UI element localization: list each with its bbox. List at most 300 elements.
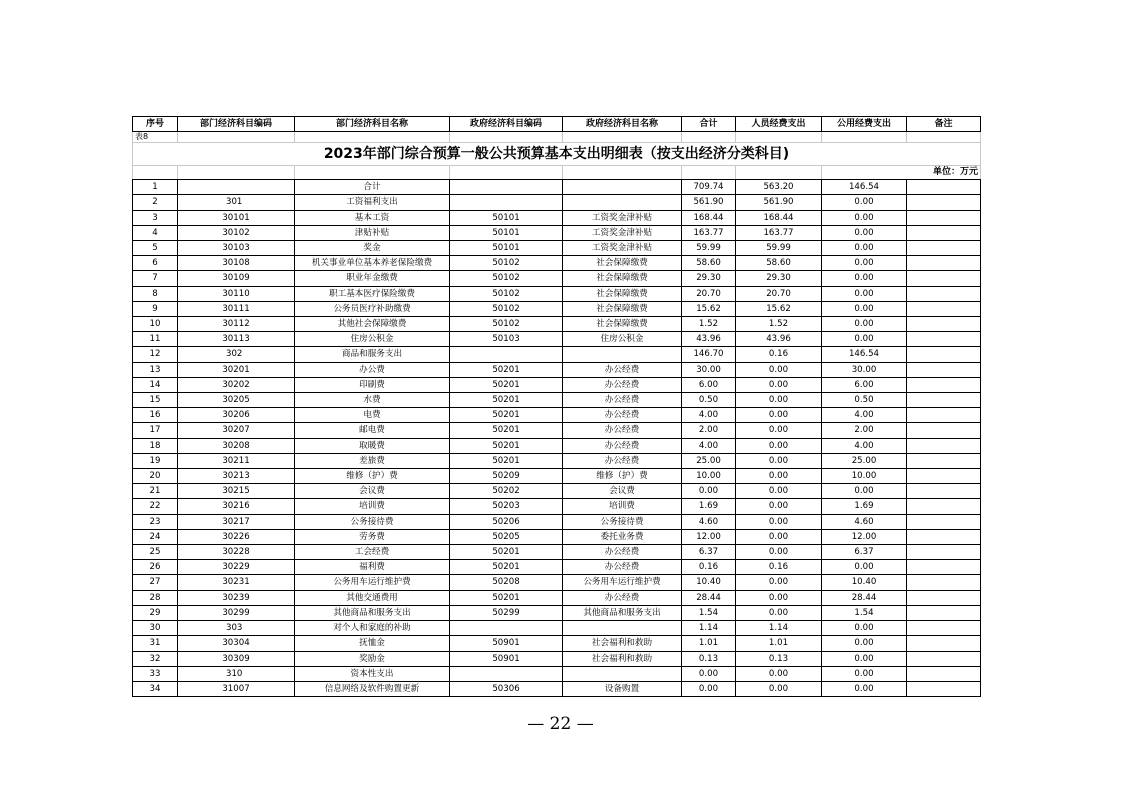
cell-gov-name: 公务接待费: [563, 514, 682, 529]
cell-gov-name: 社会保障缴费: [563, 271, 682, 286]
header-row: [133, 117, 981, 132]
cell-remark: [907, 438, 981, 453]
cell-gov-code: 50201: [450, 377, 563, 392]
cell-dept-code: 30213: [178, 469, 295, 484]
cell-dept-name: 住房公积金: [295, 332, 450, 347]
table-row: [133, 271, 981, 286]
cell-dept-name: 工资福利支出: [295, 195, 450, 210]
cell-total: 4.00: [682, 408, 736, 423]
cell-dept-code: 30101: [178, 210, 295, 225]
cell-index: 2: [133, 195, 178, 210]
cell-gov-name: 社会福利和救助: [563, 651, 682, 666]
col-header-dept-name: 部门经济科目名称: [295, 117, 450, 132]
cell-gov-code: 50901: [450, 651, 563, 666]
cell-total: 0.16: [682, 560, 736, 575]
cell-dept-code: 30206: [178, 408, 295, 423]
cell-index: 22: [133, 499, 178, 514]
table-row: [133, 286, 981, 301]
cell-dept-code: 30109: [178, 271, 295, 286]
cell-gov-code: 50101: [450, 241, 563, 256]
cell-index: 27: [133, 575, 178, 590]
cell-dept-name: 印刷费: [295, 377, 450, 392]
cell-index: 7: [133, 271, 178, 286]
table-row: [133, 681, 981, 696]
cell-remark: [907, 484, 981, 499]
cell-dept-code: 30111: [178, 301, 295, 316]
cell-personnel: 0.13: [736, 651, 822, 666]
cell-dept-name: 办公费: [295, 362, 450, 377]
cell-dept-code: 30208: [178, 438, 295, 453]
cell-remark: [907, 317, 981, 332]
cell-public: 10.00: [822, 469, 907, 484]
cell-gov-name: 社会保障缴费: [563, 301, 682, 316]
table-row: [133, 317, 981, 332]
cell-dept-code: 30304: [178, 636, 295, 651]
cell-index: 13: [133, 362, 178, 377]
cell-public: 146.54: [822, 347, 907, 362]
table-row: [133, 499, 981, 514]
cell-dept-name: 抚恤金: [295, 636, 450, 651]
cell-remark: [907, 681, 981, 696]
cell-public: 6.00: [822, 377, 907, 392]
cell-personnel: 15.62: [736, 301, 822, 316]
cell-gov-code: 50103: [450, 332, 563, 347]
cell-dept-name: 取暖费: [295, 438, 450, 453]
cell-public: 0.00: [822, 210, 907, 225]
cell-gov-name: 社会保障缴费: [563, 286, 682, 301]
cell-index: 9: [133, 301, 178, 316]
cell-dept-code: 30217: [178, 514, 295, 529]
cell-gov-code: 50203: [450, 499, 563, 514]
cell-gov-code: 50201: [450, 393, 563, 408]
cell-index: 10: [133, 317, 178, 332]
cell-dept-code: 31007: [178, 681, 295, 696]
cell-personnel: 0.00: [736, 393, 822, 408]
cell-remark: [907, 651, 981, 666]
cell-dept-code: 30215: [178, 484, 295, 499]
cell-dept-code: 30202: [178, 377, 295, 392]
cell-personnel: 0.00: [736, 545, 822, 560]
cell-personnel: 0.00: [736, 681, 822, 696]
cell-public: 0.00: [822, 271, 907, 286]
cell-gov-name: 办公经费: [563, 362, 682, 377]
cell-public: 0.00: [822, 241, 907, 256]
cell-remark: [907, 301, 981, 316]
cell-gov-code: 50102: [450, 301, 563, 316]
cell-total: 6.37: [682, 545, 736, 560]
cell-total: 58.60: [682, 256, 736, 271]
table-row: [133, 301, 981, 316]
table-row: [133, 256, 981, 271]
cell-public: 1.69: [822, 499, 907, 514]
cell-public: 30.00: [822, 362, 907, 377]
cell-dept-code: 30108: [178, 256, 295, 271]
cell-dept-name: 公务用车运行维护费: [295, 575, 450, 590]
cell-personnel: 0.00: [736, 666, 822, 681]
cell-gov-name: 设备购置: [563, 681, 682, 696]
page-number: — 22 —: [527, 714, 594, 734]
cell-gov-code: 50206: [450, 514, 563, 529]
cell-remark: [907, 605, 981, 620]
cell-dept-name: 会议费: [295, 484, 450, 499]
title-row: [133, 143, 981, 166]
cell-index: 18: [133, 438, 178, 453]
table-row: [133, 529, 981, 544]
cell-public: 0.00: [822, 195, 907, 210]
cell-dept-name: 福利费: [295, 560, 450, 575]
budget-table: [132, 116, 981, 697]
cell-gov-code: 50201: [450, 423, 563, 438]
table-row: [133, 453, 981, 468]
table-row: [133, 560, 981, 575]
cell-gov-code: 50201: [450, 545, 563, 560]
cell-index: 14: [133, 377, 178, 392]
table-row: [133, 377, 981, 392]
cell-index: 19: [133, 453, 178, 468]
cell-personnel: 20.70: [736, 286, 822, 301]
cell-remark: [907, 469, 981, 484]
cell-dept-name: 水费: [295, 393, 450, 408]
cell-dept-code: 301: [178, 195, 295, 210]
cell-remark: [907, 180, 981, 195]
cell-gov-code: 50201: [450, 453, 563, 468]
cell-dept-name: 其他交通费用: [295, 590, 450, 605]
cell-remark: [907, 286, 981, 301]
cell-index: 29: [133, 605, 178, 620]
cell-remark: [907, 377, 981, 392]
cell-public: 146.54: [822, 180, 907, 195]
cell-remark: [907, 529, 981, 544]
cell-remark: [907, 545, 981, 560]
cell-personnel: 0.00: [736, 453, 822, 468]
cell-total: 0.00: [682, 681, 736, 696]
cell-dept-name: 信息网络及软件购置更新: [295, 681, 450, 696]
cell-remark: [907, 499, 981, 514]
cell-dept-code: 30113: [178, 332, 295, 347]
table-row: [133, 408, 981, 423]
cell-remark: [907, 590, 981, 605]
cell-total: 6.00: [682, 377, 736, 392]
cell-public: 0.00: [822, 225, 907, 240]
cell-gov-name: 维修（护）费: [563, 469, 682, 484]
cell-gov-name: 办公经费: [563, 408, 682, 423]
cell-gov-name: [563, 621, 682, 636]
cell-public: 0.00: [822, 301, 907, 316]
cell-gov-name: 公务用车运行维护费: [563, 575, 682, 590]
cell-dept-name: 其他商品和服务支出: [295, 605, 450, 620]
cell-remark: [907, 195, 981, 210]
table-row: [133, 621, 981, 636]
cell-remark: [907, 621, 981, 636]
cell-public: 12.00: [822, 529, 907, 544]
cell-dept-name: 电费: [295, 408, 450, 423]
table-label: 表8: [133, 132, 178, 143]
cell-remark: [907, 408, 981, 423]
cell-gov-code: 50101: [450, 225, 563, 240]
cell-total: 20.70: [682, 286, 736, 301]
cell-index: 30: [133, 621, 178, 636]
cell-total: 709.74: [682, 180, 736, 195]
cell-public: 4.00: [822, 408, 907, 423]
cell-index: 17: [133, 423, 178, 438]
cell-dept-name: 合计: [295, 180, 450, 195]
cell-dept-name: 公务接待费: [295, 514, 450, 529]
cell-personnel: 0.00: [736, 590, 822, 605]
cell-remark: [907, 514, 981, 529]
cell-gov-code: [450, 180, 563, 195]
cell-dept-name: 职业年金缴费: [295, 271, 450, 286]
cell-gov-name: 培训费: [563, 499, 682, 514]
table-row: [133, 393, 981, 408]
table-title: 2023年部门综合预算一般公共预算基本支出明细表（按支出经济分类科目): [133, 143, 981, 166]
cell-public: 0.00: [822, 621, 907, 636]
cell-gov-name: 住房公积金: [563, 332, 682, 347]
cell-index: 34: [133, 681, 178, 696]
cell-remark: [907, 575, 981, 590]
cell-public: 0.00: [822, 651, 907, 666]
cell-personnel: 0.00: [736, 362, 822, 377]
cell-total: 15.62: [682, 301, 736, 316]
cell-dept-code: 303: [178, 621, 295, 636]
cell-personnel: 0.16: [736, 347, 822, 362]
cell-gov-name: [563, 347, 682, 362]
cell-remark: [907, 423, 981, 438]
cell-total: 29.30: [682, 271, 736, 286]
cell-index: 15: [133, 393, 178, 408]
table-row: [133, 347, 981, 362]
cell-total: 0.50: [682, 393, 736, 408]
cell-gov-code: 50202: [450, 484, 563, 499]
cell-gov-code: 50102: [450, 317, 563, 332]
cell-dept-name: 差旅费: [295, 453, 450, 468]
cell-index: 20: [133, 469, 178, 484]
cell-remark: [907, 666, 981, 681]
cell-gov-code: 50101: [450, 210, 563, 225]
cell-gov-name: 办公经费: [563, 590, 682, 605]
cell-personnel: 0.00: [736, 605, 822, 620]
cell-gov-code: 50205: [450, 529, 563, 544]
cell-gov-name: 工资奖金津补贴: [563, 225, 682, 240]
cell-personnel: 0.00: [736, 575, 822, 590]
cell-personnel: 0.00: [736, 377, 822, 392]
cell-personnel: 0.00: [736, 484, 822, 499]
col-header-dept-code: 部门经济科目编码: [178, 117, 295, 132]
cell-dept-code: 30229: [178, 560, 295, 575]
cell-remark: [907, 332, 981, 347]
cell-remark: [907, 347, 981, 362]
table-row: [133, 225, 981, 240]
cell-index: 16: [133, 408, 178, 423]
cell-personnel: 59.99: [736, 241, 822, 256]
cell-dept-name: 机关事业单位基本养老保险缴费: [295, 256, 450, 271]
cell-remark: [907, 256, 981, 271]
cell-total: 163.77: [682, 225, 736, 240]
cell-personnel: 0.00: [736, 529, 822, 544]
cell-index: 21: [133, 484, 178, 499]
cell-remark: [907, 241, 981, 256]
cell-gov-code: 50201: [450, 408, 563, 423]
cell-personnel: 561.90: [736, 195, 822, 210]
cell-gov-code: 50201: [450, 438, 563, 453]
cell-dept-name: 商品和服务支出: [295, 347, 450, 362]
cell-public: 1.54: [822, 605, 907, 620]
table-row: [133, 605, 981, 620]
cell-dept-code: 30216: [178, 499, 295, 514]
cell-total: 0.00: [682, 484, 736, 499]
cell-total: 146.70: [682, 347, 736, 362]
cell-gov-name: 办公经费: [563, 560, 682, 575]
cell-public: 0.00: [822, 681, 907, 696]
cell-gov-code: 50201: [450, 560, 563, 575]
cell-gov-name: 社会福利和救助: [563, 636, 682, 651]
cell-remark: [907, 362, 981, 377]
table-row: [133, 438, 981, 453]
cell-index: 11: [133, 332, 178, 347]
cell-total: 0.13: [682, 651, 736, 666]
cell-total: 4.60: [682, 514, 736, 529]
cell-index: 32: [133, 651, 178, 666]
cell-personnel: 0.00: [736, 408, 822, 423]
cell-gov-code: 50901: [450, 636, 563, 651]
cell-personnel: 29.30: [736, 271, 822, 286]
table-row: [133, 210, 981, 225]
cell-gov-code: 50102: [450, 286, 563, 301]
cell-gov-code: 50201: [450, 590, 563, 605]
cell-dept-code: 30103: [178, 241, 295, 256]
cell-total: 4.00: [682, 438, 736, 453]
table-row: [133, 575, 981, 590]
cell-gov-name: 会议费: [563, 484, 682, 499]
cell-total: 25.00: [682, 453, 736, 468]
cell-remark: [907, 560, 981, 575]
unit-row: [133, 166, 981, 180]
cell-gov-code: [450, 347, 563, 362]
cell-dept-name: 劳务费: [295, 529, 450, 544]
cell-personnel: 0.00: [736, 499, 822, 514]
table-row: [133, 195, 981, 210]
col-header-public: 公用经费支出: [822, 117, 907, 132]
cell-dept-name: 津贴补贴: [295, 225, 450, 240]
cell-index: 3: [133, 210, 178, 225]
cell-dept-name: 维修（护）费: [295, 469, 450, 484]
cell-gov-name: [563, 180, 682, 195]
cell-public: 0.00: [822, 332, 907, 347]
cell-personnel: 1.52: [736, 317, 822, 332]
cell-dept-code: 30239: [178, 590, 295, 605]
table-row: [133, 180, 981, 195]
cell-dept-code: [178, 180, 295, 195]
cell-index: 1: [133, 180, 178, 195]
cell-gov-name: 办公经费: [563, 393, 682, 408]
cell-total: 2.00: [682, 423, 736, 438]
col-header-personnel: 人员经费支出: [736, 117, 822, 132]
cell-total: 1.14: [682, 621, 736, 636]
table-body: [133, 180, 981, 697]
cell-gov-name: 工资奖金津补贴: [563, 241, 682, 256]
cell-index: 4: [133, 225, 178, 240]
cell-public: 0.00: [822, 286, 907, 301]
cell-remark: [907, 393, 981, 408]
cell-dept-code: 30110: [178, 286, 295, 301]
cell-dept-name: 其他社会保障缴费: [295, 317, 450, 332]
cell-dept-code: 30207: [178, 423, 295, 438]
cell-public: 0.00: [822, 484, 907, 499]
cell-dept-name: 奖金: [295, 241, 450, 256]
cell-index: 5: [133, 241, 178, 256]
cell-dept-name: 基本工资: [295, 210, 450, 225]
cell-total: 168.44: [682, 210, 736, 225]
cell-dept-code: 30205: [178, 393, 295, 408]
cell-gov-name: 其他商品和服务支出: [563, 605, 682, 620]
table-row: [133, 636, 981, 651]
cell-public: 0.50: [822, 393, 907, 408]
cell-dept-name: 培训费: [295, 499, 450, 514]
cell-dept-code: 30102: [178, 225, 295, 240]
cell-dept-code: 30201: [178, 362, 295, 377]
cell-public: 0.00: [822, 636, 907, 651]
cell-personnel: 163.77: [736, 225, 822, 240]
col-header-index: 序号: [133, 117, 178, 132]
table-row: [133, 362, 981, 377]
cell-total: 1.52: [682, 317, 736, 332]
cell-public: 2.00: [822, 423, 907, 438]
cell-dept-code: 302: [178, 347, 295, 362]
cell-total: 10.00: [682, 469, 736, 484]
col-header-gov-code: 政府经济科目编码: [450, 117, 563, 132]
budget-sheet: [132, 116, 980, 697]
cell-public: 0.00: [822, 666, 907, 681]
table-row: [133, 666, 981, 681]
cell-index: 26: [133, 560, 178, 575]
cell-remark: [907, 636, 981, 651]
cell-public: 0.00: [822, 560, 907, 575]
cell-public: 28.44: [822, 590, 907, 605]
cell-gov-code: 50201: [450, 362, 563, 377]
cell-gov-code: 50306: [450, 681, 563, 696]
unit-label: 单位：万元: [822, 166, 981, 180]
cell-index: 8: [133, 286, 178, 301]
col-header-gov-name: 政府经济科目名称: [563, 117, 682, 132]
cell-gov-name: 办公经费: [563, 423, 682, 438]
cell-index: 12: [133, 347, 178, 362]
cell-public: 0.00: [822, 256, 907, 271]
cell-personnel: 1.14: [736, 621, 822, 636]
cell-dept-name: 奖励金: [295, 651, 450, 666]
cell-gov-code: 50209: [450, 469, 563, 484]
cell-gov-code: [450, 666, 563, 681]
cell-gov-name: 办公经费: [563, 438, 682, 453]
cell-personnel: 1.01: [736, 636, 822, 651]
cell-dept-code: 30226: [178, 529, 295, 544]
table-row: [133, 469, 981, 484]
cell-gov-name: 工资奖金津补贴: [563, 210, 682, 225]
cell-gov-name: 社会保障缴费: [563, 256, 682, 271]
cell-personnel: 563.20: [736, 180, 822, 195]
cell-gov-name: [563, 195, 682, 210]
cell-total: 30.00: [682, 362, 736, 377]
cell-gov-code: 50208: [450, 575, 563, 590]
cell-dept-name: 资本性支出: [295, 666, 450, 681]
cell-gov-code: [450, 195, 563, 210]
cell-dept-code: 30309: [178, 651, 295, 666]
cell-total: 12.00: [682, 529, 736, 544]
cell-dept-name: 对个人和家庭的补助: [295, 621, 450, 636]
cell-dept-code: 30112: [178, 317, 295, 332]
cell-total: 561.90: [682, 195, 736, 210]
cell-personnel: 168.44: [736, 210, 822, 225]
cell-public: 10.40: [822, 575, 907, 590]
table-row: [133, 484, 981, 499]
